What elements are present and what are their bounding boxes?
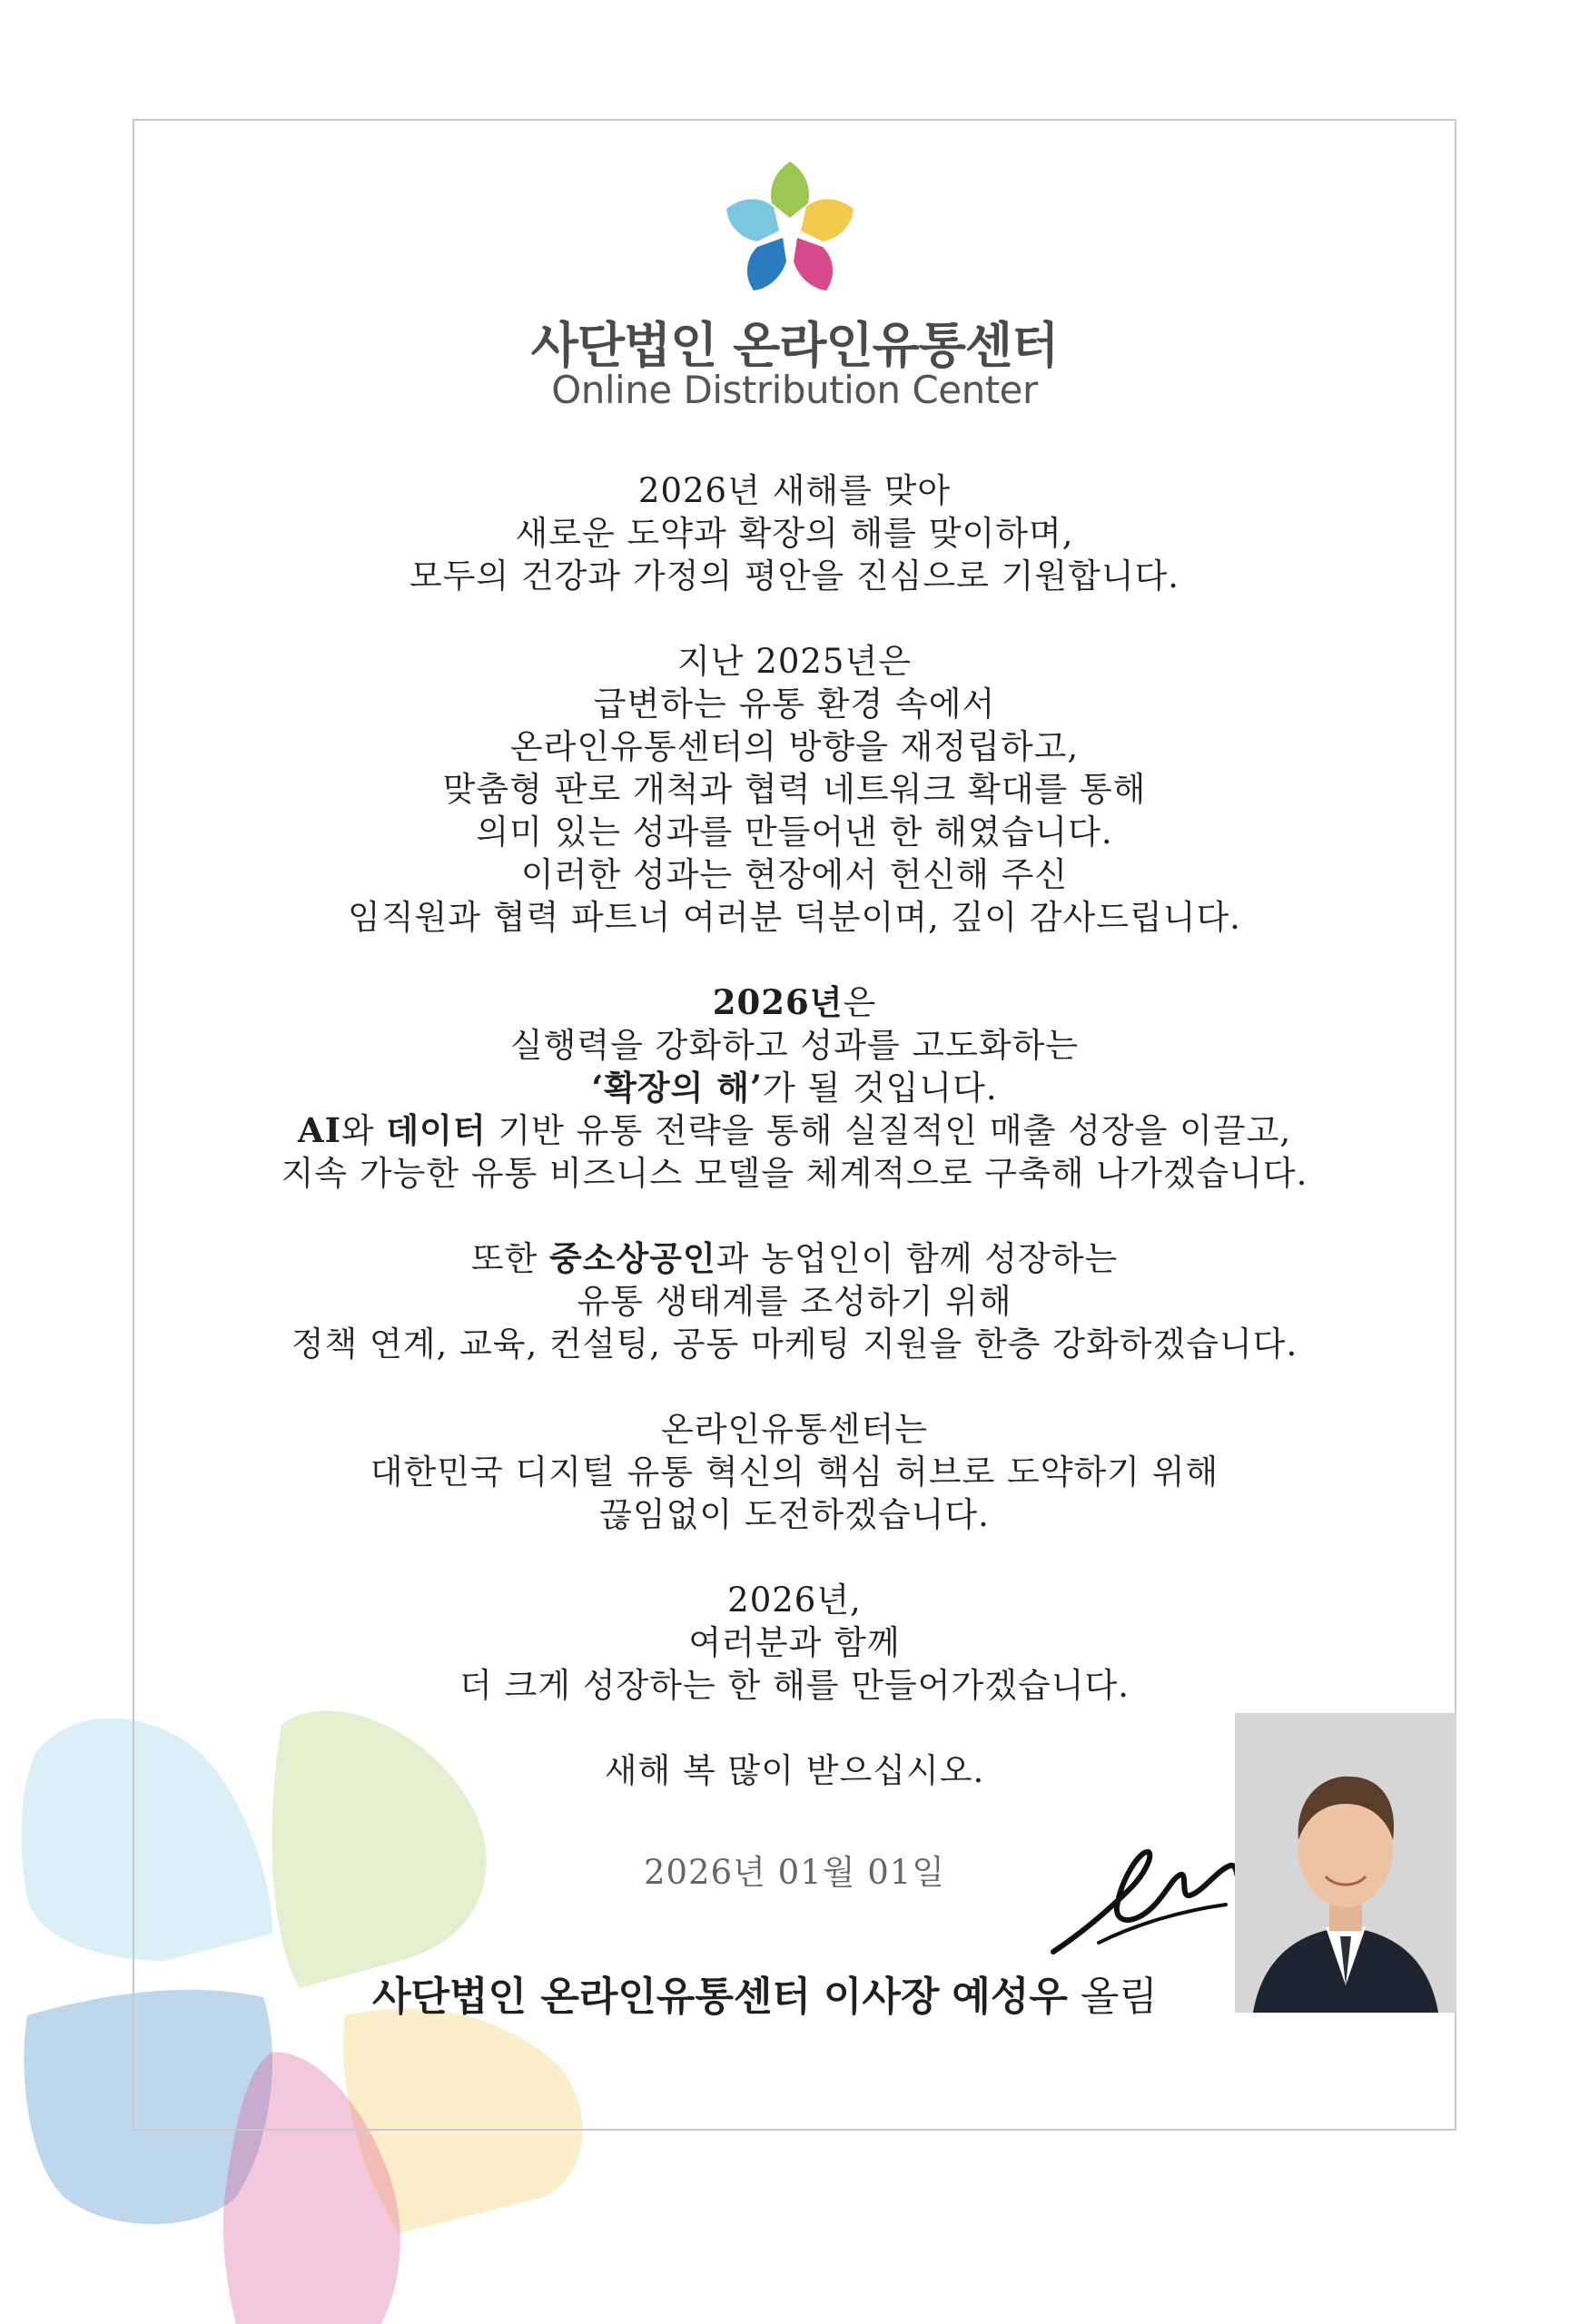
para3-line [0, 1067, 1589, 1109]
letter-body [0, 469, 1589, 1792]
para1-line: 모두의 건강과 가정의 평안을 진심으로 기원합니다. [409, 556, 1180, 596]
text: 과 농업인이 함께 성장하는 [716, 1239, 1119, 1278]
para3-line [0, 981, 1589, 1024]
para5-line: 끊임없이 도전하겠습니다. [599, 1495, 990, 1534]
signature-suffix: 올림 [1080, 1974, 1158, 2020]
text: 은 [843, 983, 877, 1022]
bold-text: 2026년 [712, 982, 844, 1022]
signature-title: 이사장 [823, 1974, 940, 2020]
bold-text: ‘확장의 해’ [591, 1068, 763, 1108]
text: 기반 유통 전략을 통해 실질적인 매출 성장을 이끌고, [486, 1111, 1292, 1150]
para2-line: 이러한 성과는 현장에서 헌신해 주신 [520, 855, 1069, 894]
para4-line [0, 1237, 1589, 1280]
closing-greeting: 새해 복 많이 받으십시오. [604, 1751, 985, 1790]
signature-org: 사단법인 온라인유통센터 [372, 1974, 811, 2020]
para1-line: 2026년 새해를 맞아 [637, 471, 952, 510]
para2-line: 의미 있는 성과를 만들어낸 한 해였습니다. [476, 812, 1113, 852]
para5-line: 온라인유통센터는 [661, 1410, 928, 1449]
portrait-illustration [1235, 1713, 1456, 2013]
bold-text: 중소상공인 [549, 1238, 716, 1278]
para4-line: 유통 생태계를 조성하기 위해 [577, 1282, 1012, 1321]
chairman-portrait [1235, 1713, 1456, 2013]
para3-line [0, 1109, 1589, 1152]
organization-name-korean: 사단법인 온라인유통센터 [530, 317, 1059, 374]
para6-line: 2026년, [727, 1581, 862, 1620]
para3-line: 지속 가능한 유통 비즈니스 모델을 체계적으로 구축해 나가겠습니다. [281, 1154, 1308, 1193]
text: 와 [340, 1111, 387, 1150]
text: 가 될 것입니다. [762, 1068, 998, 1108]
para2-line: 온라인유통센터의 방향을 재정립하고, [509, 727, 1080, 766]
para4-line: 정책 연계, 교육, 컨설팅, 공동 마케팅 지원을 한층 강화하겠습니다. [291, 1324, 1298, 1364]
para2-line: 임직원과 협력 파트너 여러분 덕분이며, 깊이 감사드립니다. [348, 898, 1241, 937]
text: 또한 [470, 1239, 550, 1278]
para2-line: 맞춤형 판로 개척과 협력 네트워크 확대를 통해 [442, 770, 1147, 809]
bold-text: AI [297, 1110, 341, 1150]
para6-line: 여러분과 함께 [688, 1623, 901, 1662]
para2-line: 급변하는 유통 환경 속에서 [593, 684, 996, 724]
para1-line: 새로운 도약과 확장의 해를 맞이하며, [515, 514, 1074, 553]
signature-line [372, 1964, 1158, 2022]
organization-name-english: Online Distribution Center [551, 368, 1038, 412]
logo-flower-icon [717, 154, 863, 300]
para6-line: 더 크게 성장하는 한 해를 만들어가겠습니다. [459, 1666, 1130, 1705]
para2-line: 지난 2025년은 [677, 642, 912, 681]
bold-text: 데이터 [386, 1110, 487, 1150]
para3-line: 실행력을 강화하고 성과를 고도화하는 [509, 1026, 1080, 1065]
letter-date: 2026년 01월 01일 [643, 1853, 946, 1892]
para5-line: 대한민국 디지털 유통 혁신의 핵심 허브로 도약하기 위해 [370, 1452, 1219, 1492]
signature-name: 예성우 [952, 1974, 1068, 2020]
